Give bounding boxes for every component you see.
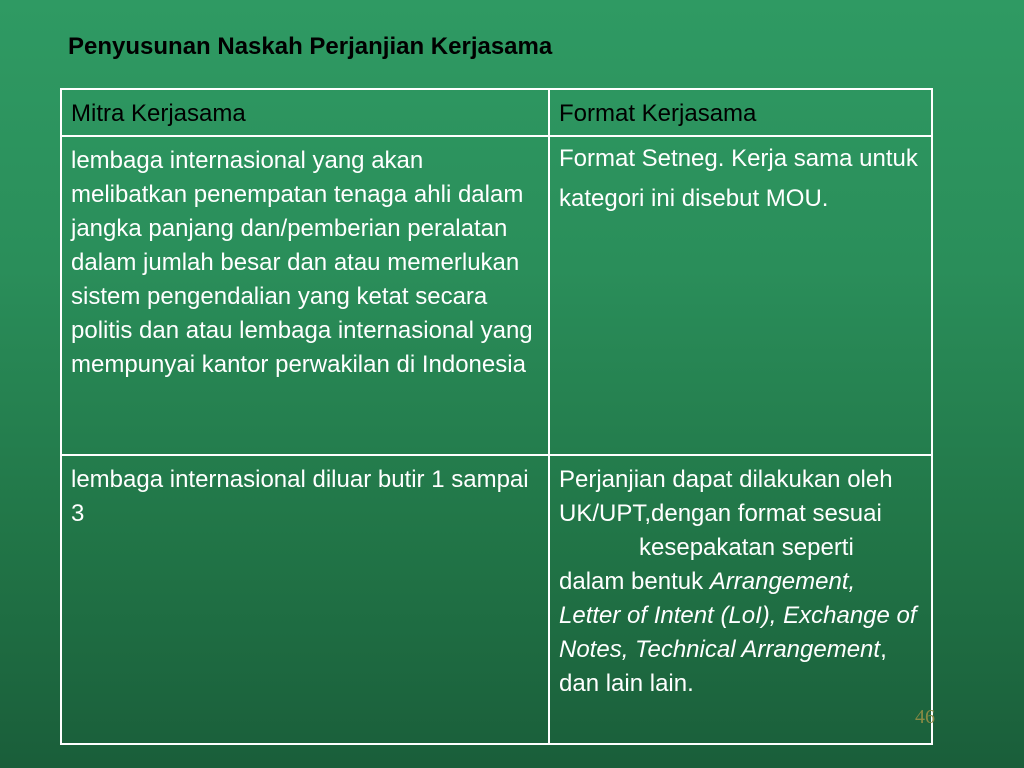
table-row <box>61 136 932 455</box>
row1-format: Format Setneg. Kerja sama untuk kategori ini disebut MOU. <box>549 136 932 455</box>
row1-mitra: lembaga internasional yang akan melibatkan penempatan tenaga ahli dalam jangka panjang dan/pemberian peralatan dalam jumlah besar dan atau memerlukan sistem pengendalian yang ketat secara politis dan atau lembaga internasional yang mempunyai kantor perwakilan di Indonesia <box>61 136 549 455</box>
table-header-row <box>61 89 932 136</box>
header-mitra: Mitra Kerjasama <box>61 89 549 136</box>
row2-format-text-2: kesepakatan seperti dalam bentuk <box>559 534 854 595</box>
row2-format-italic: Arrangement, Letter of Intent (LoI), Exchange of Notes, Technical Arrangement <box>559 568 917 663</box>
row2-mitra: lembaga internasional diluar butir 1 sampai 3 <box>61 455 549 744</box>
row2-format-text-1: Perjanjian dapat dilakukan oleh UK/UPT,dengan format sesuai <box>559 466 893 527</box>
row2-format <box>549 455 932 744</box>
cooperation-table <box>60 88 933 745</box>
slide-title: Penyusunan Naskah Perjanjian Kerjasama <box>68 33 553 60</box>
table-row <box>61 455 932 744</box>
page-number: 46 <box>915 706 935 728</box>
row2-format-text-3: , dan lain lain. <box>559 636 887 697</box>
header-format: Format Kerjasama <box>549 89 932 136</box>
